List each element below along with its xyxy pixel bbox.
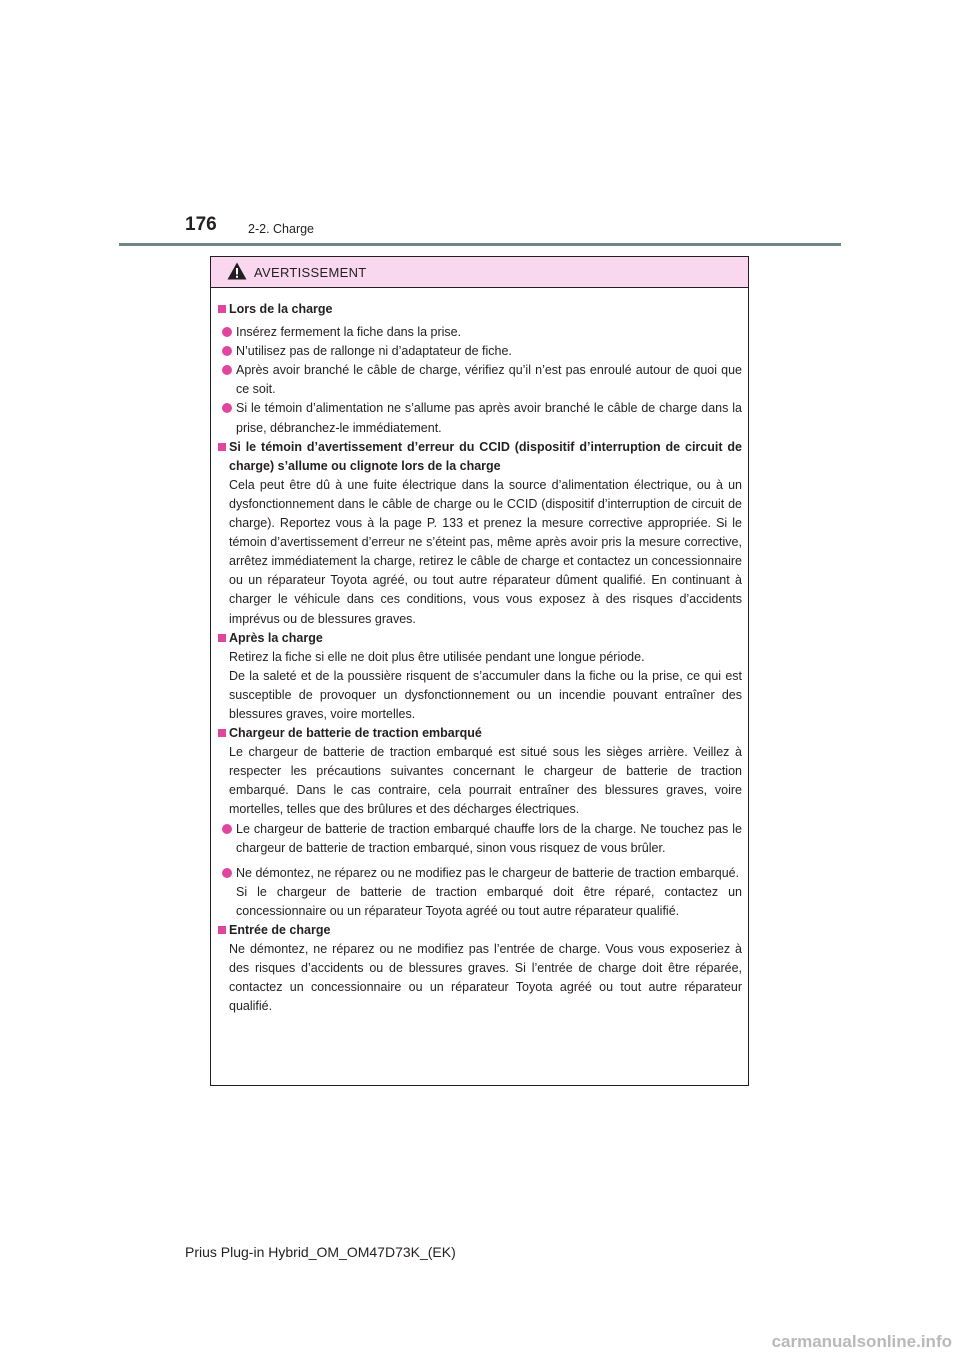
paragraph: Ne démontez, ne réparez ou ne modifiez pas l’entrée de charge. Vous vous exposeriez à des risques d’accidents ou de blessures graves. Si l’entrée de charge doit être réparée, contactez un concessionnaire ou un réparateur Toyota agréé ou tout autre réparateur qualifié. [229, 942, 742, 1014]
section-heading-after [218, 629, 742, 648]
warning-content [211, 288, 748, 1016]
square-bullet-icon [218, 305, 226, 313]
square-bullet-icon [218, 634, 226, 642]
warning-box [210, 256, 749, 1086]
list-item [218, 864, 742, 921]
paragraph: Retirez la fiche si elle ne doit plus être utilisée pendant une longue période. [229, 649, 645, 664]
paragraph: Cela peut être dû à une fuite électrique dans la source d’alimentation électrique, ou à un dysfonctionnement dans le câble de charge ou le CCID (dispositif d’interruption de circuit de charge). Reportez vous à la page P. 133 et prenez la mesure corrective appropriée. Si le témoin d’avertissement d’erreur ne s’éteint pas, même après avoir pris la mesure corrective, arrêtez immédiatement la charge, retirez le câble de charge et contactez un concessionnaire ou un réparateur Toyota agréé, ou tout autre réparateur dûment qualifié. En continuant à charger le véhicule dans ces conditions, vous vous exposez à des risques d’accidents imprévus ou de blessures graves. [229, 477, 742, 626]
heading-text: Chargeur de batterie de traction embarqué [229, 726, 482, 741]
warning-header [211, 257, 748, 288]
list-item-text: Insérez fermement la fiche dans la prise. [236, 325, 462, 340]
paragraph: Le chargeur de batterie de traction embarqué est situé sous les sièges arrière. Veillez à respecter les précautions suivantes concernant le chargeur de batterie de traction embarqué. Dans le cas contraire, cela pourrait entraîner des blessures graves, voire mortelles, telles que des brûlures et des décharges électriques. [229, 745, 742, 817]
list-item [218, 361, 742, 399]
list-item-text: N’utilisez pas de rallonge ni d’adaptateur de fiche. [236, 344, 512, 359]
heading-text: Entrée de charge [229, 923, 331, 937]
list-item-text: Après avoir branché le câble de charge, vérifiez qu’il n’est pas enroulé autour de quoi que ce soit. [236, 363, 742, 397]
paragraph: De la saleté et de la poussière risquent de s’accumuler dans la fiche ou la prise, ce qui est susceptible de provoquer un dysfonctionnement ou un incendie pouvant entraîner des blessures graves, voire mortelles. [229, 668, 742, 721]
warning-title: AVERTISSEMENT [254, 265, 367, 280]
page-number: 176 [185, 214, 217, 235]
section-heading-inlet [218, 921, 742, 940]
list-item [218, 399, 742, 437]
section-heading-charging [218, 300, 742, 319]
section-title: 2-2. Charge [248, 222, 315, 236]
dot-bullet-icon [222, 868, 232, 878]
heading-text: Lors de la charge [229, 302, 333, 316]
warning-triangle-icon [227, 262, 247, 280]
list-item-text: Si le témoin d’alimentation ne s’allume pas après avoir branché le câble de charge dans la prise, débranchez-le immédiatement. [236, 401, 742, 435]
list-item-text: Le chargeur de batterie de traction embarqué chauffe lors de la charge. Ne touchez pas le chargeur de batterie de traction embarqué, sinon vous risquez de vous brûler. [236, 821, 742, 855]
footer-doc-id: Prius Plug-in Hybrid_OM_OM47D73K_(EK) [185, 1244, 456, 1260]
heading-text: Si le témoin d’avertissement d’erreur du CCID (dispositif d’interruption de circuit de charge) s’allume ou clignote lors de la charge [229, 439, 742, 473]
square-bullet-icon [218, 926, 226, 934]
heading-text: Après la charge [229, 630, 323, 645]
dot-bullet-icon [222, 346, 232, 356]
list-item-text: Si le chargeur de batterie de traction embarqué doit être réparé, contactez un concessionnaire ou un réparateur Toyota agréé ou tout autre réparateur qualifié. [236, 884, 742, 918]
dot-bullet-icon [222, 824, 232, 834]
section-heading-onboard [218, 724, 742, 743]
square-bullet-icon [218, 729, 226, 737]
header-rule [119, 243, 841, 246]
watermark: carmanualsonline.info [771, 1332, 952, 1351]
square-bullet-icon [218, 443, 226, 451]
list-item [218, 820, 742, 858]
dot-bullet-icon [222, 365, 232, 375]
section-heading-ccid [218, 438, 742, 476]
list-item [218, 342, 742, 361]
list-item-text: Ne démontez, ne réparez ou ne modifiez pas le chargeur de batterie de traction embarqué. [236, 865, 740, 880]
dot-bullet-icon [222, 327, 232, 337]
dot-bullet-icon [222, 403, 232, 413]
list-item [218, 323, 742, 342]
